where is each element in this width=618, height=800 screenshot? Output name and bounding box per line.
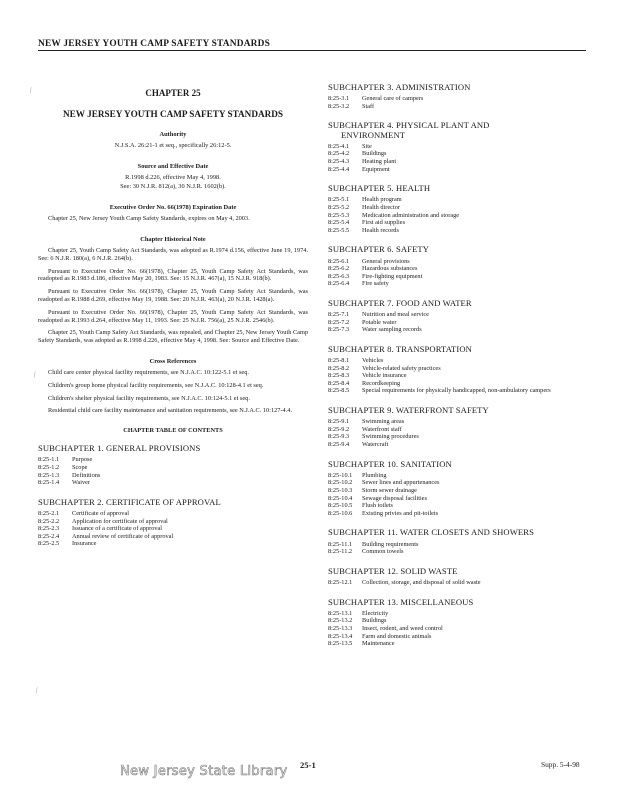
section-title: Heating plant: [362, 157, 397, 165]
section-number: 8:25-1.3: [38, 471, 60, 479]
section-title: Vehicle-related safety practices: [362, 364, 441, 372]
section-number: 8:25-5.4: [328, 219, 350, 227]
section-number: 8:25-5.1: [328, 196, 350, 204]
toc-entry: [38, 479, 308, 487]
subchapter-title: SUBCHAPTER 5. HEALTH: [328, 183, 431, 194]
section-title: Hazardous substances: [362, 265, 418, 273]
section-number: 8:25-10.5: [328, 502, 353, 510]
section-title: Farm and domestic animals: [362, 632, 432, 640]
section-list: [328, 610, 588, 648]
toc-entry: [38, 518, 308, 526]
section-title: Equipment: [362, 165, 390, 173]
toc-entry: [328, 433, 588, 441]
section-title: Health director: [362, 203, 400, 211]
historical-note-paragraph: Pursuant to Executive Order No. 66(1978), Chapter 25, Youth Camp Safety Act Standards, was readopted as R.1993 d.264, effective May 11, 1993. See: 25 N.J.R. 756(a), 25 N.J.R. 2546(b).: [38, 308, 308, 324]
section-title: Plumbing: [362, 471, 387, 479]
section-number: 8:25-11.2: [328, 548, 353, 556]
toc-entry: [328, 510, 588, 518]
section-title: Sewer lines and appurtenances: [362, 479, 440, 487]
section-number: 8:25-2.4: [38, 532, 60, 540]
section-title: Insect, rodent, and weed control: [362, 625, 443, 632]
section-number: 8:25-8.1: [328, 357, 350, 365]
supplement-date: Supp. 5-4-98: [541, 760, 580, 769]
section-list: [328, 418, 588, 448]
toc-entry: [328, 365, 588, 373]
section-title: Health records: [362, 226, 399, 234]
toc-entry: [328, 103, 588, 111]
historical-note-heading: Chapter Historical Note: [140, 236, 206, 244]
section-number: 8:25-8.5: [328, 387, 350, 395]
section-number: 8:25-11.1: [328, 540, 353, 548]
section-title: Definitions: [72, 471, 101, 479]
section-title: Buildings: [362, 150, 387, 158]
section-title: Certificate of approval: [72, 509, 129, 517]
toc-entry: [328, 311, 588, 319]
section-number: 8:25-2.2: [38, 517, 60, 525]
cross-reference-paragraph: Residential child care facility maintenance and sanitation requirements, see N.J.A.C. 10:127-4.4.: [48, 407, 292, 415]
section-title: General care of campers: [362, 95, 424, 103]
section-number: 8:25-12.1: [328, 579, 353, 587]
source-heading: Source and Effective Date: [137, 163, 209, 171]
section-number: 8:25-8.4: [328, 379, 350, 387]
section-title: Recordkeeping: [362, 379, 401, 387]
running-head: NEW JERSEY YOUTH CAMP SAFETY STANDARDS: [38, 39, 271, 49]
section-list: [38, 510, 308, 548]
section-number: 8:25-2.1: [38, 509, 60, 517]
toc-entry: [328, 502, 588, 510]
section-number: 8:25-13.5: [328, 640, 353, 648]
executive-order-heading: Executive Order No. 66(1978) Expiration Date: [109, 204, 237, 212]
section-title: Application for certificate of approval: [72, 517, 168, 525]
section-number: 8:25-8.3: [328, 372, 350, 380]
toc-entry: [328, 326, 588, 334]
toc-entry: [328, 319, 588, 327]
subchapter-heading: [328, 598, 588, 607]
toc-entry: [328, 479, 588, 487]
subchapter-title: SUBCHAPTER 11. WATER CLOSETS AND SHOWERS: [328, 527, 534, 538]
historical-note-paragraph: Pursuant to Executive Order No. 66(1978), Chapter 25, Youth Camp Safety Act Standards, was readopted as R.1983 d.186, effective May 20, 1983. See: 15 N.J.R. 467(a), 15 N.J.R. 918(b).: [38, 267, 308, 283]
section-number: 8:25-6.3: [328, 272, 350, 280]
toc-entry: [328, 610, 588, 618]
section-title: Nutrition and meal service: [362, 311, 429, 319]
section-number: 8:25-1.2: [38, 463, 60, 471]
section-number: 8:25-4.4: [328, 165, 350, 173]
section-title: Common towels: [362, 548, 404, 556]
authority-heading: Authority: [159, 131, 187, 138]
cross-reference-paragraph: Children's group home physical facility requirements, see N.J.A.C. 10:128-4.1 et seq.: [48, 381, 264, 389]
source-line: R.1998 d.226, effective May 4, 1998.: [125, 174, 221, 182]
section-title: Scope: [72, 463, 88, 471]
section-number: 8:25-9.3: [328, 433, 350, 441]
section-title: Swimming procedures: [362, 433, 419, 441]
subchapter-heading: [328, 406, 588, 415]
section-title: Insurance: [72, 540, 97, 548]
section-number: 8:25-1.1: [38, 456, 60, 464]
section-number: 8:25-5.2: [328, 203, 350, 211]
subchapter-heading: [328, 460, 588, 469]
section-list: [328, 196, 588, 234]
toc-entry: [328, 143, 588, 151]
section-title: Vehicle insurance: [362, 372, 407, 380]
toc-entry: [328, 372, 588, 380]
toc-entry: [328, 579, 588, 587]
toc-entry: [328, 625, 588, 633]
section-title: Sewage disposal facilities: [362, 494, 428, 502]
chapter-number: CHAPTER 25: [145, 88, 201, 98]
section-title: Waiver: [72, 479, 91, 487]
section-title: Issuance of a certificate of approval: [72, 525, 163, 533]
subchapter-heading: [328, 184, 588, 193]
section-number: 8:25-7.2: [328, 318, 350, 326]
section-number: 8:25-9.2: [328, 425, 350, 433]
subchapter-title: SUBCHAPTER 4. PHYSICAL PLANT AND: [328, 120, 490, 131]
section-title: Fire safety: [362, 280, 389, 288]
section-number: 8:25-13.3: [328, 625, 353, 632]
chapter-title: NEW JERSEY YOUTH CAMP SAFETY STANDARDS: [63, 109, 283, 119]
left-column: [38, 88, 308, 559]
section-title: Maintenance: [362, 640, 395, 648]
section-title: Existing privies and pit-toilets: [362, 509, 439, 517]
section-number: 8:25-1.4: [38, 479, 60, 487]
section-title: Storm sewer drainage: [362, 487, 417, 495]
cross-reference-paragraph: Children's shelter physical facility requirements, see N.J.A.C. 10:124-5.1 et seq.: [48, 394, 250, 402]
toc-entry: [328, 387, 588, 395]
section-number: 8:25-13.2: [328, 617, 353, 625]
section-title: Flush toilets: [362, 502, 393, 510]
section-title: Building requirements: [362, 540, 419, 548]
subchapter-title-continued: ENVIRONMENT: [341, 129, 406, 140]
section-number: 8:25-10.3: [328, 487, 353, 495]
toc-entry: [328, 640, 588, 648]
toc-entry: [328, 541, 588, 549]
subchapter-heading: [328, 299, 588, 308]
section-list: [328, 143, 588, 173]
subchapter-heading: [38, 498, 308, 507]
toc-entry: [328, 418, 588, 426]
section-number: 8:25-4.3: [328, 157, 350, 165]
toc-entry: [328, 548, 588, 556]
section-title: Staff: [362, 102, 375, 110]
section-number: 8:25-4.1: [328, 142, 350, 150]
section-title: First aid supplies: [362, 219, 406, 227]
subchapter-heading: [328, 83, 588, 92]
toc-entry: [328, 472, 588, 480]
section-number: 8:25-5.5: [328, 226, 350, 234]
toc-entry: [328, 280, 588, 288]
section-number: 8:25-2.3: [38, 525, 60, 533]
section-number: 8:25-8.2: [328, 364, 350, 372]
subchapter-title: SUBCHAPTER 3. ADMINISTRATION: [328, 82, 471, 92]
section-list: [38, 456, 308, 486]
section-title: Electricity: [362, 609, 389, 617]
section-number: 8:25-10.4: [328, 494, 353, 502]
subchapter-title: SUBCHAPTER 10. SANITATION: [328, 458, 452, 469]
library-watermark: New Jersey State Library: [120, 764, 288, 779]
section-title: Site: [362, 142, 372, 150]
subchapter-heading: [328, 528, 588, 537]
subchapter-title: SUBCHAPTER 8. TRANSPORTATION: [328, 343, 472, 354]
section-title: Collection, storage, and disposal of solid waste: [362, 579, 481, 587]
margin-pencil-mark: ∕: [32, 370, 38, 379]
toc-entry: [328, 265, 588, 273]
subchapter-heading: [328, 345, 588, 354]
section-number: 8:25-6.4: [328, 280, 350, 288]
section-title: Waterfront staff: [362, 425, 402, 433]
toc-entry: [38, 540, 308, 548]
section-title: Water sampling records: [362, 326, 422, 334]
section-number: 8:25-13.4: [328, 632, 353, 640]
toc-entry: [328, 166, 588, 174]
section-list: [328, 541, 588, 556]
toc-entry: [38, 472, 308, 480]
section-number: 8:25-6.2: [328, 265, 350, 273]
subchapter-heading: [38, 444, 308, 453]
toc-left: [38, 444, 308, 548]
toc-entry: [38, 510, 308, 518]
section-title: Vehicles: [362, 357, 384, 365]
toc-entry: [328, 204, 588, 212]
toc-entry: [328, 158, 588, 166]
toc-entry: [328, 495, 588, 503]
subchapter-title: SUBCHAPTER 2. CERTIFICATE OF APPROVAL: [38, 496, 221, 507]
subchapter-title: SUBCHAPTER 13. MISCELLANEOUS: [328, 596, 474, 607]
executive-order-text: Chapter 25, New Jersey Youth Camp Safety Standards, expires on May 4, 2003.: [48, 215, 250, 223]
toc-entry: [38, 464, 308, 472]
page-number: 25-1: [300, 760, 316, 770]
section-title: Purpose: [72, 456, 93, 464]
subchapter-title: SUBCHAPTER 6. SAFETY: [328, 244, 430, 255]
section-list: [328, 472, 588, 518]
section-title: Annual review of certificate of approval: [72, 532, 174, 540]
subchapter-title: SUBCHAPTER 1. GENERAL PROVISIONS: [38, 443, 201, 454]
section-list: [328, 95, 588, 110]
section-list: [328, 579, 588, 587]
toc-entry: [328, 150, 588, 158]
toc-entry: [328, 196, 588, 204]
source-text: [38, 174, 308, 191]
section-title: Medication administration and storage: [362, 211, 460, 219]
toc-right: [328, 83, 588, 648]
margin-pencil-mark: ∕: [28, 86, 34, 95]
section-number: 8:25-7.3: [328, 326, 350, 334]
toc-entry: [328, 633, 588, 641]
toc-entry: [328, 380, 588, 388]
toc-entry: [328, 219, 588, 227]
section-number: 8:25-10.2: [328, 479, 353, 487]
section-number: 8:25-13.1: [328, 609, 353, 617]
toc-entry: [328, 441, 588, 449]
section-number: 8:25-9.1: [328, 418, 350, 426]
authority-text: N.J.S.A. 26:21-1 et seq., specifically 26:12-5.: [114, 142, 232, 149]
section-number: 8:25-5.3: [328, 211, 350, 219]
historical-note-paragraph: Pursuant to Executive Order No. 66(1978), Chapter 25, Youth Camp Safety Act Standards, was readopted as R.1988 d.269, effective May 19, 1988. See: 20 N.J.R. 463(a), 20 N.J.R. 1428(a).: [38, 288, 308, 303]
subchapter-heading: [328, 245, 588, 254]
toc-entry: [38, 525, 308, 533]
margin-pencil-mark: ∕: [34, 686, 40, 695]
toc-entry: [328, 487, 588, 495]
historical-note-paragraph: Chapter 25, Youth Camp Safety Act Standards, was repealed, and Chapter 25, New Jersey Youth Camp Safety Standards, was adopted as R.1998 d.226, effective May 4, 1998. See: Source and Effective Date.: [38, 329, 308, 345]
cross-references-heading: Cross References: [149, 357, 197, 365]
source-line: See: 30 N.J.R. 812(a), 30 N.J.R. 1602(b).: [120, 182, 226, 190]
toc-entry: [328, 258, 588, 266]
section-title: Fire-fighting equipment: [362, 272, 423, 280]
subchapter-title: SUBCHAPTER 9. WATERFRONT SAFETY: [328, 405, 489, 416]
section-list: [328, 357, 588, 395]
section-title: General provisions: [362, 257, 410, 265]
section-number: 8:25-4.2: [328, 150, 350, 158]
section-number: 8:25-3.1: [328, 95, 350, 103]
toc-entry: [328, 273, 588, 281]
subchapter-heading: [328, 121, 588, 139]
section-list: [328, 258, 588, 288]
toc-entry: [328, 227, 588, 235]
section-number: 8:25-6.1: [328, 257, 350, 265]
historical-note-paragraph: Chapter 25, Youth Camp Safety Act Standards, was adopted as R.1974 d.156, effective June 19, 1974. See: 6 N.J.R. 180(a), 6 N.J.R. 264(b).: [38, 247, 308, 262]
toc-heading: CHAPTER TABLE OF CONTENTS: [123, 427, 223, 435]
section-number: 8:25-9.4: [328, 441, 350, 449]
header-rule: [38, 50, 586, 51]
toc-entry: [328, 617, 588, 625]
toc-entry: [38, 456, 308, 464]
toc-entry: [328, 357, 588, 365]
section-number: 8:25-2.5: [38, 540, 60, 548]
section-title: Swimming areas: [362, 418, 405, 426]
subchapter-heading: [328, 567, 588, 576]
section-title: Watercraft: [362, 441, 389, 449]
section-number: 8:25-3.2: [328, 102, 350, 110]
section-number: 8:25-10.1: [328, 471, 353, 479]
toc-entry: [38, 533, 308, 541]
subchapter-title: SUBCHAPTER 7. FOOD AND WATER: [328, 297, 472, 308]
toc-entry: [328, 212, 588, 220]
section-number: 8:25-10.6: [328, 509, 353, 517]
toc-entry: [328, 426, 588, 434]
cross-reference-paragraph: Child care center physical facility requirements, see N.J.A.C. 10:122-5.1 et seq.: [48, 368, 249, 376]
section-number: 8:25-7.1: [328, 311, 350, 319]
section-title: Buildings: [362, 617, 387, 625]
toc-entry: [328, 95, 588, 103]
section-title: Potable water: [362, 318, 397, 326]
subchapter-title: SUBCHAPTER 12. SOLID WASTE: [328, 565, 458, 576]
section-list: [328, 311, 588, 334]
section-title: Special requirements for physically handicapped, non-ambulatory campers: [362, 387, 551, 395]
section-title: Health program: [362, 196, 402, 204]
right-column: [328, 83, 588, 659]
